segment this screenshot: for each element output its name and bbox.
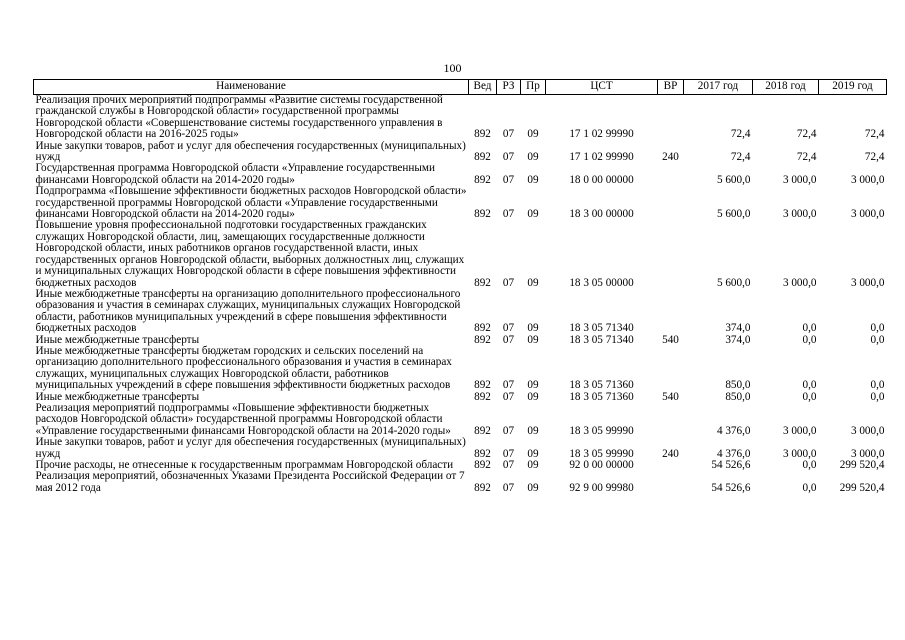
row-cst: 17 1 02 99990 — [569, 151, 634, 164]
row-name: Иные межбюджетные трансферты бюджетам городских и сельских поселений на организацию дополнительного профессионального образования и участия в семинарах служащих, муниципальных служащих Новгородской области, работников муниципальных учреждений в сфере повышения эффективности бюджетных расходов — [35, 344, 452, 392]
row-2019: 299 520,4 — [839, 481, 885, 494]
row-vr — [658, 163, 684, 186]
header-2018: 2018 год — [753, 80, 819, 95]
row-2017: 5 600,0 — [716, 208, 751, 221]
row-rz: 07 — [502, 390, 515, 403]
row-ved: 892 — [474, 481, 491, 494]
header-vr: ВР — [658, 80, 684, 95]
row-ved: 892 — [474, 447, 491, 460]
row-2018: 3 000,0 — [782, 173, 817, 186]
row-cst: 92 9 00 99980 — [569, 481, 634, 494]
header-2019: 2019 год — [819, 80, 887, 95]
row-2017: 850,0 — [725, 379, 751, 392]
row-2018: 0,0 — [802, 390, 817, 403]
row-2018: 0,0 — [802, 379, 817, 392]
row-pr: 09 — [527, 459, 539, 471]
table-row — [34, 471, 887, 494]
row-pr: 09 — [527, 424, 539, 437]
row-rz: 07 — [502, 424, 515, 437]
row-vr — [658, 186, 684, 220]
row-name: Государственная программа Новгородской области «Управление государственными финансами Новгородской области на 2014-2020 годы» — [35, 162, 435, 186]
table-row — [34, 163, 887, 186]
row-2018: 0,0 — [802, 481, 817, 494]
row-ved: 892 — [474, 208, 491, 221]
row-2017: 374,0 — [725, 333, 751, 346]
row-pr: 09 — [527, 173, 539, 186]
row-pr: 09 — [527, 447, 539, 460]
row-vr: 540 — [662, 333, 679, 346]
row-ved: 892 — [474, 424, 491, 437]
row-pr: 09 — [527, 322, 539, 335]
page-number: 100 — [443, 61, 462, 75]
table-row — [34, 220, 887, 288]
row-2017: 72,4 — [730, 151, 751, 164]
row-name: Реализация мероприятий подпрограммы «Повышение эффективности бюджетных расходов Новгородской области» государственной программы Новгородской области «Управление государственными финансами Новгородской области на 2014-2020 годы» — [35, 401, 451, 437]
row-rz: 07 — [502, 208, 515, 221]
row-pr: 09 — [527, 481, 539, 494]
row-2018: 3 000,0 — [782, 424, 817, 437]
row-vr — [658, 403, 684, 437]
table-row — [34, 346, 887, 392]
row-2018: 3 000,0 — [782, 447, 817, 460]
row-2018: 72,4 — [796, 128, 817, 141]
row-vr — [658, 471, 684, 494]
row-2019: 72,4 — [864, 151, 885, 164]
row-vr — [658, 460, 684, 471]
row-ved: 892 — [474, 173, 491, 186]
row-2018: 0,0 — [802, 333, 817, 346]
row-name: Реализация прочих мероприятий подпрограммы «Развитие системы государственной гражданской службы в Новгородской области» государственной программы Новгородской области «Совершенствование системы государственного управления в Новгородской области на 2016-2025 годы» — [35, 94, 443, 141]
row-2019: 0,0 — [870, 333, 885, 346]
row-2017: 374,0 — [725, 322, 751, 335]
row-pr: 09 — [527, 333, 539, 346]
row-ved: 892 — [474, 379, 491, 392]
row-rz: 07 — [502, 322, 515, 335]
row-ved: 892 — [474, 390, 491, 403]
row-rz: 07 — [502, 276, 515, 289]
row-name: Повышение уровня профессиональной подготовки государственных гражданских служащих Новгородской области, лиц, замещающих государственные должности Новгородской области, иных работников органов государственной власти, иных государственных органов Новгородской области, выборных должностных лиц, служащих и муниципальных служащих Новгородской области в сфере повышения эффективности бюджетных расходов — [35, 219, 465, 289]
table-row — [34, 95, 887, 141]
row-cst: 18 3 05 00000 — [569, 276, 634, 289]
row-pr: 09 — [527, 208, 539, 221]
row-2019: 3 000,0 — [850, 173, 885, 186]
row-vr — [658, 95, 684, 141]
row-pr: 09 — [527, 379, 539, 392]
row-2018: 3 000,0 — [782, 208, 817, 221]
row-2019: 72,4 — [864, 128, 885, 141]
table-row — [34, 437, 887, 460]
row-ved: 892 — [474, 128, 491, 141]
row-cst: 18 3 05 99990 — [569, 424, 634, 437]
row-2018: 3 000,0 — [782, 276, 817, 289]
row-cst: 18 3 05 71360 — [569, 379, 634, 392]
table-row — [34, 289, 887, 335]
row-ved: 892 — [474, 459, 491, 471]
row-2018: 0,0 — [802, 459, 817, 471]
row-ved: 892 — [474, 276, 491, 289]
row-vr: 240 — [662, 447, 679, 460]
row-pr: 09 — [527, 276, 539, 289]
row-pr: 09 — [527, 151, 539, 164]
header-name: Наименование — [34, 80, 469, 95]
table-row — [34, 141, 887, 164]
row-cst: 18 0 00 00000 — [569, 173, 634, 186]
row-2017: 4 376,0 — [716, 424, 751, 437]
header-ved: Вед — [469, 80, 497, 95]
row-2017: 850,0 — [725, 390, 751, 403]
row-cst: 18 3 05 71360 — [569, 390, 634, 403]
row-name: Прочие расходы, не отнесенные к государственным программам Новгородской области — [35, 459, 454, 471]
row-cst: 18 3 05 71340 — [569, 333, 634, 346]
row-2017: 54 526,6 — [711, 481, 751, 494]
row-2019: 3 000,0 — [850, 424, 885, 437]
header-2017: 2017 год — [684, 80, 753, 95]
row-cst: 18 3 05 71340 — [569, 322, 634, 335]
table-row — [34, 186, 887, 220]
row-2019: 0,0 — [870, 390, 885, 403]
budget-table — [33, 79, 887, 494]
header-pr: Пр — [521, 80, 546, 95]
row-2019: 0,0 — [870, 379, 885, 392]
row-cst: 18 3 00 00000 — [569, 208, 634, 221]
row-ved: 892 — [474, 333, 491, 346]
row-rz: 07 — [502, 128, 515, 141]
row-name: Реализация мероприятий, обозначенных Указами Президента Российской Федерации от 7 мая 2012 года — [35, 470, 465, 494]
row-cst: 18 3 05 99990 — [569, 447, 634, 460]
row-rz: 07 — [502, 459, 515, 471]
row-name: Подпрограмма «Повышение эффективности бюджетных расходов Новгородской области» государственной программы Новгородской области «Управление государственными финансами Новгородской области на 2014-2020 годы» — [35, 185, 467, 221]
row-name: Иные межбюджетные трансферты на организацию дополнительного профессионального образования и участия в семинарах служащих, муниципальных служащих Новгородской области, работников муниципальных учреждений в сфере повышения эффективности бюджетных расходов — [35, 287, 461, 335]
row-ved: 892 — [474, 322, 491, 335]
row-rz: 07 — [502, 379, 515, 392]
row-vr — [658, 346, 684, 392]
row-cst: 17 1 02 99990 — [569, 128, 634, 141]
row-name: Иные закупки товаров, работ и услуг для обеспечения государственных (муниципальных) нужд — [35, 139, 466, 164]
row-vr: 240 — [662, 151, 679, 164]
table-header-row — [34, 80, 887, 95]
row-name: Иные межбюджетные трансферты — [35, 333, 200, 346]
row-rz: 07 — [502, 481, 515, 494]
row-rz: 07 — [502, 173, 515, 186]
row-cst: 92 0 00 00000 — [569, 459, 634, 471]
row-rz: 07 — [502, 333, 515, 346]
row-name: Иные закупки товаров, работ и услуг для обеспечения государственных (муниципальных) нужд — [35, 436, 466, 460]
header-cst: ЦСТ — [546, 80, 658, 95]
row-rz: 07 — [502, 151, 515, 164]
row-2017: 4 376,0 — [716, 447, 751, 460]
row-2019: 3 000,0 — [850, 208, 885, 221]
row-2017: 5 600,0 — [716, 276, 751, 289]
table-row — [34, 403, 887, 437]
row-pr: 09 — [527, 128, 539, 141]
row-vr: 540 — [662, 390, 679, 403]
row-2019: 3 000,0 — [850, 276, 885, 289]
row-2018: 0,0 — [802, 322, 817, 335]
row-2019: 0,0 — [870, 322, 885, 335]
row-vr — [658, 289, 684, 335]
header-rz: РЗ — [497, 80, 521, 95]
row-2018: 72,4 — [796, 151, 817, 164]
row-rz: 07 — [502, 447, 515, 460]
row-2019: 299 520,4 — [839, 459, 885, 471]
row-vr — [658, 220, 684, 288]
row-2017: 72,4 — [730, 128, 751, 141]
row-name: Иные межбюджетные трансферты — [35, 390, 200, 403]
row-2017: 5 600,0 — [716, 173, 751, 186]
row-2019: 3 000,0 — [850, 447, 885, 460]
row-2017: 54 526,6 — [711, 459, 751, 471]
row-ved: 892 — [474, 151, 491, 164]
row-pr: 09 — [527, 390, 539, 403]
